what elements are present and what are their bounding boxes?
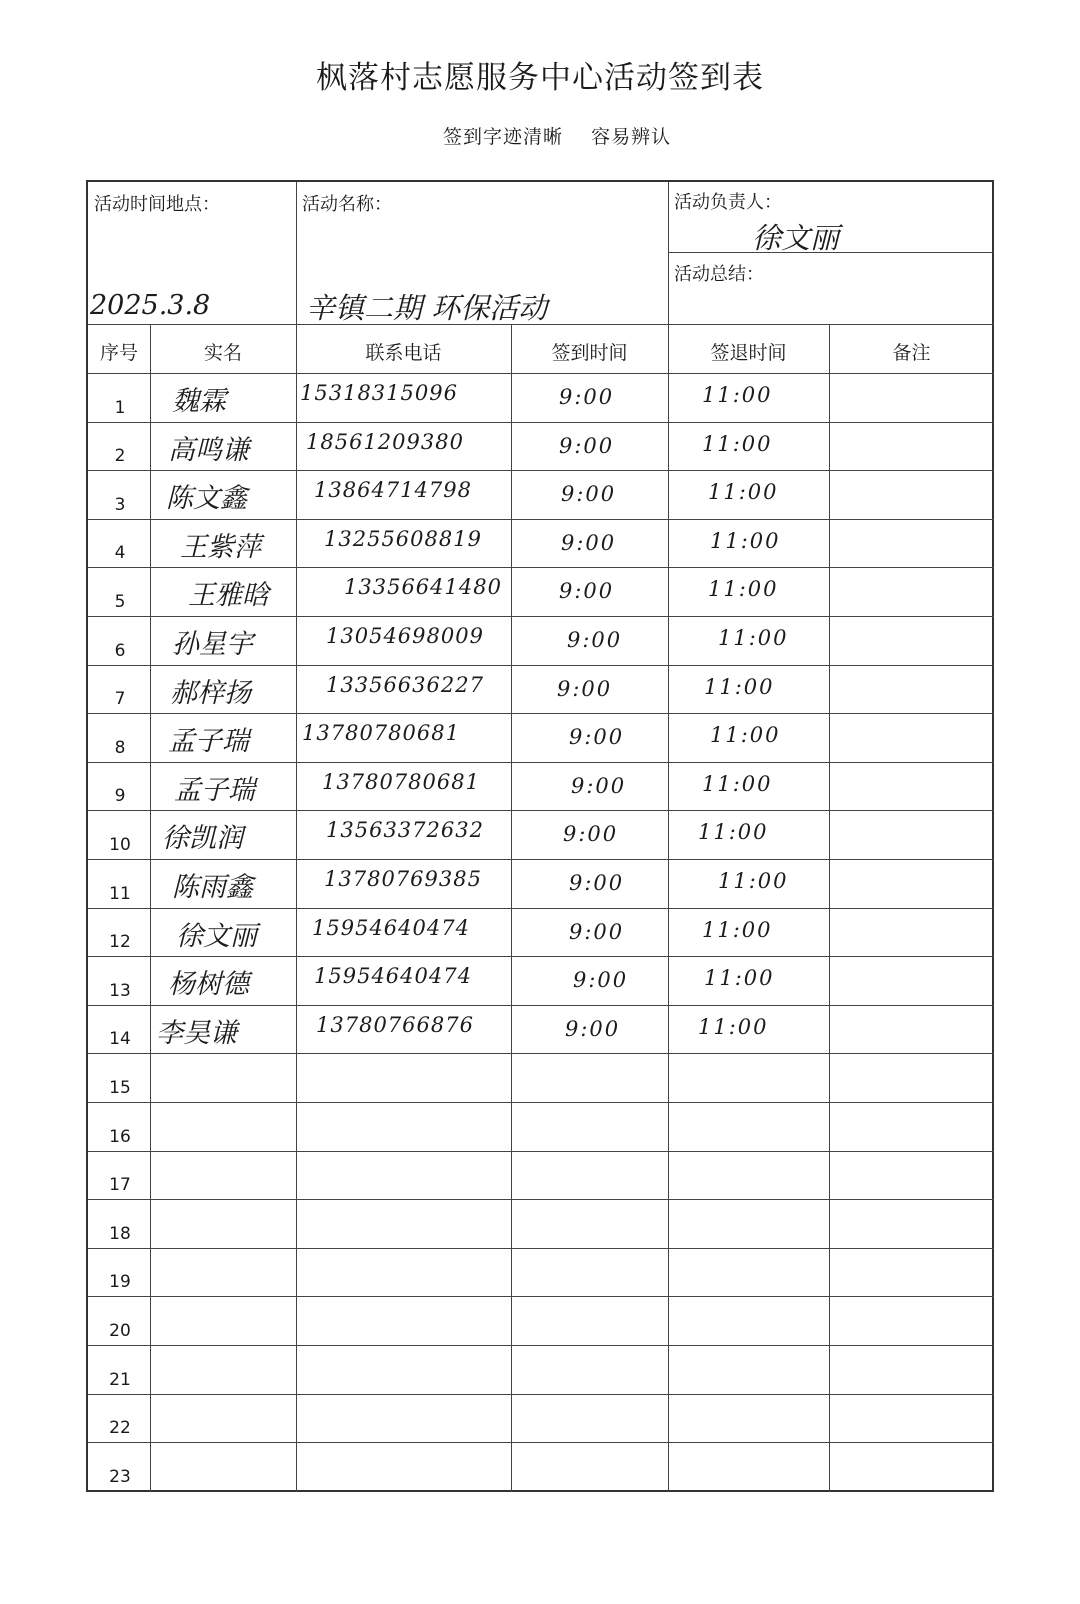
- row-separator: [88, 956, 994, 957]
- row-checkin-time: 9:00: [569, 871, 625, 895]
- row-number: 6: [114, 640, 126, 661]
- sign-in-sheet: [86, 180, 994, 1492]
- row-number: 13: [109, 980, 131, 1001]
- header-bottom-line: [88, 373, 994, 374]
- row-separator: [88, 1151, 994, 1152]
- row-name: 陈文鑫: [166, 483, 247, 515]
- col-header-checkin: 签到时间: [551, 342, 628, 364]
- row-separator: [88, 422, 994, 423]
- row-checkin-time: 9:00: [561, 530, 617, 555]
- row-phone: 13255608819: [324, 526, 482, 551]
- row-name: 王紫萍: [180, 531, 261, 563]
- row-checkin-time: 9:00: [565, 1016, 621, 1041]
- row-separator: [88, 713, 994, 714]
- row-checkout-time: 11:00: [702, 383, 773, 407]
- row-name: 徐文丽: [176, 920, 257, 952]
- row-checkout-time: 11:00: [704, 674, 775, 699]
- row-number: 17: [109, 1175, 131, 1196]
- row-checkout-time: 11:00: [702, 431, 773, 456]
- row-checkin-time: 9:00: [561, 482, 617, 507]
- row-number: 23: [109, 1466, 131, 1487]
- row-number: 19: [109, 1272, 131, 1293]
- row-number: 22: [109, 1418, 131, 1439]
- row-separator: [88, 1248, 994, 1249]
- row-number: 2: [114, 446, 126, 467]
- row-checkout-time: 11:00: [718, 626, 789, 650]
- col-header-note: 备注: [892, 342, 931, 364]
- col-header-phone: 联系电话: [365, 342, 442, 364]
- row-number: 3: [114, 494, 126, 515]
- row-checkout-time: 11:00: [708, 480, 779, 505]
- row-phone: 18561209380: [306, 429, 464, 454]
- row-number: 7: [114, 689, 126, 710]
- row-checkin-time: 9:00: [569, 725, 625, 750]
- row-checkout-time: 11:00: [702, 917, 773, 942]
- row-checkin-time: 9:00: [559, 579, 615, 604]
- row-checkin-time: 9:00: [569, 919, 625, 944]
- row-checkin-time: 9:00: [559, 433, 615, 458]
- row-checkin-time: 9:00: [571, 773, 627, 798]
- time-place-label: 活动时间地点：: [94, 194, 220, 215]
- row-phone: 15954640474: [314, 964, 472, 989]
- row-phone: 13356641480: [344, 575, 502, 600]
- row-number: 10: [109, 835, 131, 855]
- row-separator: [88, 1053, 994, 1054]
- activity-name-value: 辛镇二期 环保活动: [306, 291, 548, 325]
- row-number: 16: [109, 1126, 131, 1147]
- row-checkout-time: 11:00: [710, 528, 781, 553]
- row-number: 15: [109, 1078, 131, 1098]
- row-checkin-time: 9:00: [563, 822, 619, 847]
- summary-label: 活动总结：: [674, 264, 764, 285]
- row-phone: 15954640474: [312, 915, 470, 940]
- row-name: 孙星宇: [172, 629, 253, 660]
- row-separator: [88, 1442, 994, 1443]
- row-phone: 13563372632: [326, 818, 484, 843]
- row-name: 杨树德: [168, 969, 249, 1001]
- row-checkout-time: 11:00: [698, 1014, 769, 1039]
- info-divider-1: [296, 182, 297, 324]
- row-checkin-time: 9:00: [567, 628, 623, 652]
- row-number: 11: [109, 883, 131, 904]
- row-phone: 13356636227: [326, 672, 484, 697]
- time-place-value: 2025.3.8: [90, 290, 211, 321]
- page-title: 枫落村志愿服务中心活动签到表: [316, 60, 764, 96]
- row-separator: [88, 762, 994, 763]
- row-separator: [88, 859, 994, 860]
- row-separator: [88, 665, 994, 666]
- leader-label: 活动负责人：: [674, 192, 782, 213]
- row-name: 陈雨鑫: [172, 872, 253, 903]
- row-checkout-time: 11:00: [710, 723, 781, 748]
- row-name: 李昊谦: [156, 1017, 237, 1049]
- row-phone: 13780769385: [324, 867, 482, 891]
- row-name: 王雅晗: [188, 580, 269, 612]
- row-separator: [88, 519, 994, 520]
- row-checkout-time: 11:00: [704, 966, 775, 991]
- row-number: 9: [114, 786, 126, 807]
- row-phone: 15318315096: [300, 381, 458, 405]
- row-phone: 13864714798: [314, 478, 472, 503]
- row-number: 14: [109, 1029, 131, 1050]
- row-separator: [88, 616, 994, 617]
- row-phone: 13780780681: [302, 721, 460, 746]
- row-separator: [88, 1296, 994, 1297]
- activity-name-label: 活动名称：: [302, 194, 392, 215]
- row-checkout-time: 11:00: [708, 577, 779, 602]
- row-separator: [88, 1005, 994, 1006]
- row-name: 徐凯润: [162, 823, 243, 855]
- row-number: 4: [114, 543, 126, 564]
- row-checkout-time: 11:00: [702, 771, 773, 796]
- row-checkout-time: 11:00: [698, 820, 769, 845]
- row-separator: [88, 1199, 994, 1200]
- row-number: 8: [114, 737, 126, 758]
- row-phone: 13780766876: [316, 1012, 474, 1037]
- row-phone: 13780780681: [322, 769, 480, 794]
- row-separator: [88, 1345, 994, 1346]
- page-subtitle: 签到字迹清晰 容易辨认: [443, 126, 672, 148]
- row-name: 高鸣谦: [168, 434, 249, 466]
- row-number: 20: [109, 1321, 131, 1341]
- row-separator: [88, 1102, 994, 1103]
- row-separator: [88, 908, 994, 909]
- row-name: 魏霖: [172, 386, 226, 417]
- row-number: 1: [114, 397, 126, 418]
- row-separator: [88, 1394, 994, 1395]
- col-header-checkout: 签退时间: [710, 342, 787, 364]
- row-name: 孟子瑞: [174, 774, 255, 806]
- row-number: 21: [109, 1369, 131, 1390]
- row-name: 孟子瑞: [168, 726, 249, 758]
- row-name: 郝梓扬: [170, 677, 251, 709]
- leader-value: 徐文丽: [752, 221, 840, 255]
- row-number: 18: [109, 1223, 131, 1244]
- info-divider-2: [668, 182, 669, 324]
- row-phone: 13054698009: [326, 624, 484, 648]
- col-header-no: 序号: [99, 342, 138, 364]
- row-separator: [88, 810, 994, 811]
- row-separator: [88, 470, 994, 471]
- row-number: 5: [114, 592, 126, 612]
- row-number: 12: [109, 932, 131, 953]
- row-separator: [88, 567, 994, 568]
- row-checkout-time: 11:00: [718, 869, 789, 893]
- col-header-name: 实名: [203, 342, 242, 364]
- row-checkin-time: 9:00: [557, 676, 613, 701]
- row-checkin-time: 9:00: [559, 385, 615, 409]
- row-checkin-time: 9:00: [573, 968, 629, 993]
